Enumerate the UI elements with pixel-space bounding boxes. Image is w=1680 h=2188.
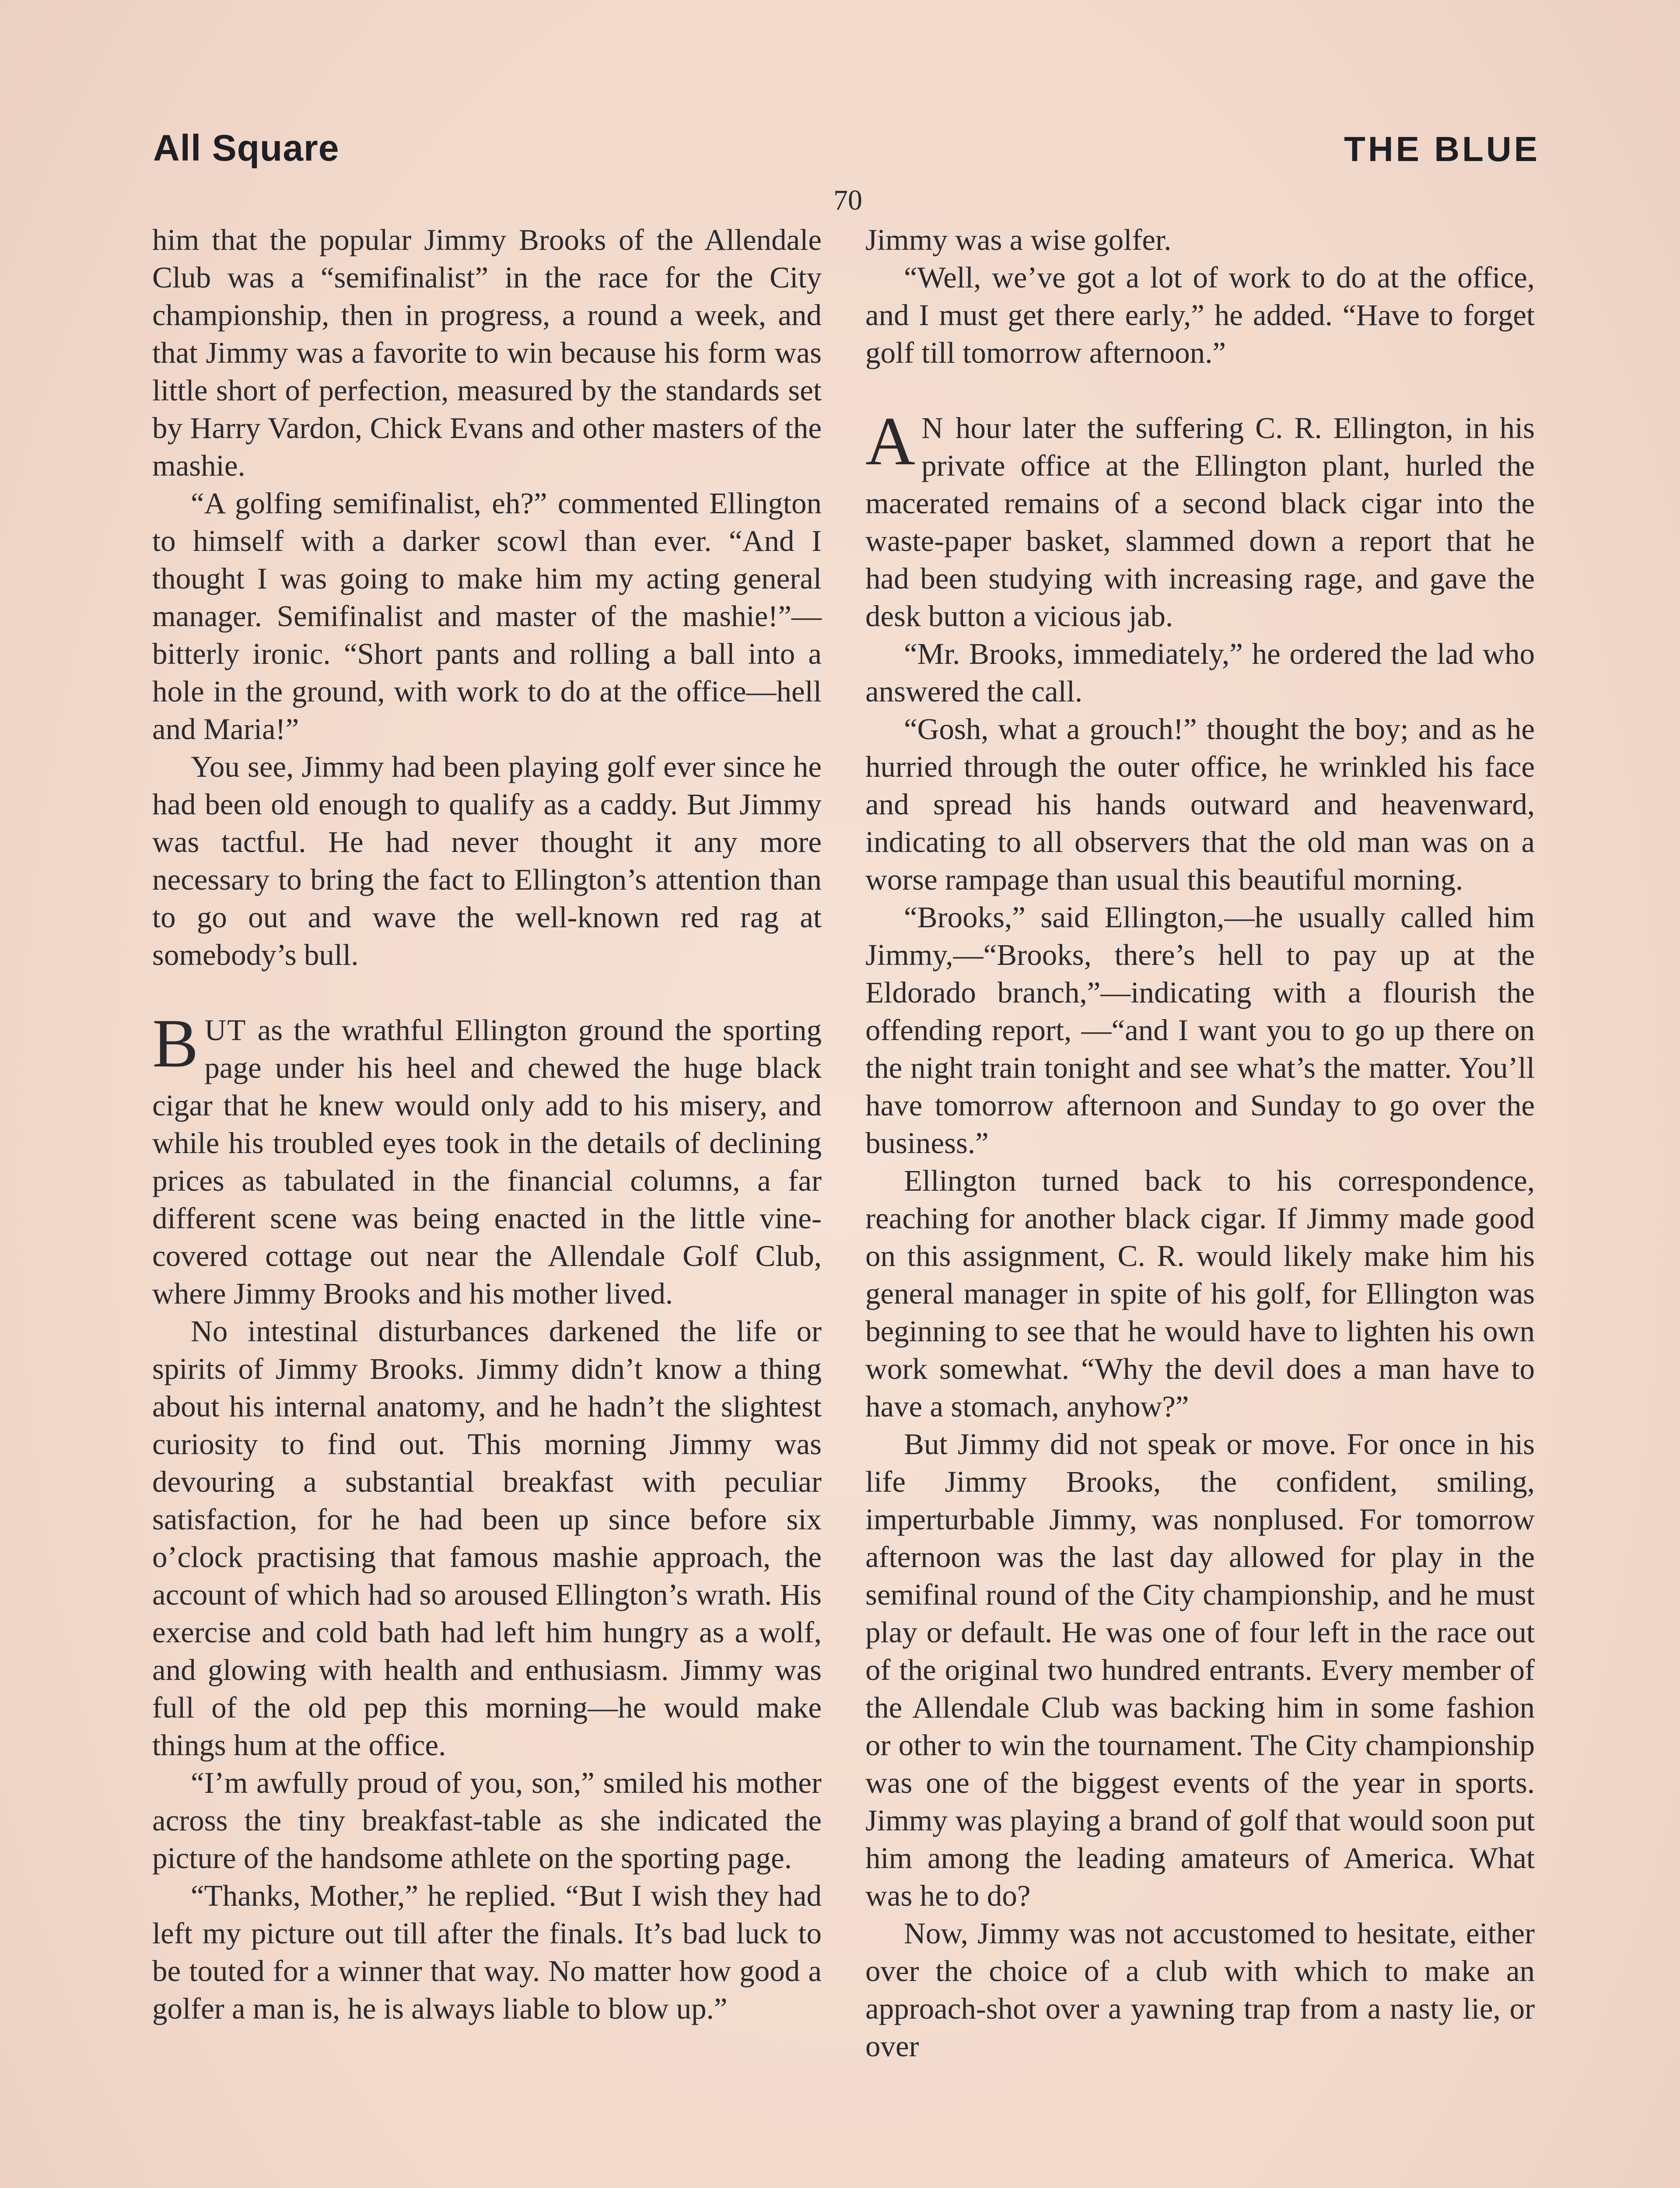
small-caps-lead: N — [921, 411, 944, 445]
paragraph: Jimmy was a wise golfer. — [865, 223, 1172, 256]
section-start-paragraph — [865, 403, 1535, 635]
paragraph: But Jimmy did not speak or move. For once in his life Jimmy Brooks, the confident, smiling, imperturbable Jimmy, was nonplused. For tomorrow afternoon was the last day allowed for play in the semifinal round of the City championship, and he must play or default. He was one of four left in the race out of the original two hundred entrants. Every member of the Allendale Club was backing him in some fashion or other to win the tournament. The City championship was one of the biggest events of the year in sports. Jimmy was playing a brand of golf that would soon put him among the leading amateurs of America. What was he to do? — [865, 1427, 1535, 1912]
paragraph-text: as the wrathful Ellington ground the sporting page under his heel and chewed the huge black cigar that he knew would only add to his misery, and while his troubled eyes took in the details of declining prices as tabulated in the financial columns, a far different scene was being enacted in the little vine-covered cottage out near the Allendale Golf Club, where Jimmy Brooks and his mother lived. — [152, 1013, 822, 1310]
paragraph: him that the popular Jimmy Brooks of the Allendale Club was a “semifinalist” in the race for the City championship, then in progress, a round a week, and that Jimmy was a favorite to win because his form was little short of perfection, measured by the standards set by Harry Vardon, Chick Evans and other masters of the mashie. — [152, 223, 822, 482]
paragraph: “I’m awfully proud of you, son,” smiled his mother across the tiny breakfast-table as she indicated the picture of the handsome athlete on the sporting page. — [152, 1766, 822, 1875]
drop-cap: B — [152, 1005, 199, 1082]
small-caps-lead: UT — [204, 1013, 247, 1047]
left-column — [152, 221, 822, 2027]
paragraph: “Mr. Brooks, immediately,” he ordered the lad who answered the call. — [865, 637, 1535, 708]
paragraph: “Well, we’ve got a lot of work to do at the office, and I must get there early,” he added. “Have to forget golf till tomorrow afternoon.” — [865, 261, 1535, 369]
paragraph: You see, Jimmy had been playing golf ever since he had been old enough to qualify as a caddy. But Jimmy was tactful. He had never thought it any more necessary to bring the fact to Ellington’s attention than to go out and wave the well-known red rag at somebody’s bull. — [152, 750, 822, 971]
drop-cap: A — [865, 403, 916, 480]
running-head-left: All Square — [153, 127, 340, 168]
page-number: 70 — [833, 184, 862, 216]
paragraph: Now, Jimmy was not accustomed to hesitate, either over the choice of a club with which to make an approach-shot over a yawning trap from a nasty lie, or over — [865, 1917, 1535, 2063]
paragraph: “Brooks,” said Ellington,—he usually called him Jimmy,—“Brooks, there’s hell to pay up at the Eldorado branch,”—indicating with a flourish the offending report, —“and I want you to go up there on the night train tonight and see what’s the matter. You’ll have tomorrow afternoon and Sunday to go over the business.” — [865, 901, 1535, 1160]
right-column — [865, 221, 1535, 2065]
paragraph: “Thanks, Mother,” he replied. “But I wish they had left my picture out till after the finals. It’s bad luck to be touted for a winner that way. No matter how good a golfer a man is, he is always liable to blow up.” — [152, 1879, 822, 2025]
section-start-paragraph — [152, 1005, 822, 1312]
paragraph: “A golfing semifinalist, eh?” commented Ellington to himself with a darker scowl than ever. “And I thought I was going to make him my acting general manager. Semifinalist and master of the mashie!”—bitterly ironic. “Short pants and rolling a ball into a hole in the ground, with work to do at the office—hell and Maria!” — [152, 487, 822, 746]
paragraph: “Gosh, what a grouch!” thought the boy; and as he hurried through the outer office, he wrinkled his face and spread his hands outward and heavenward, indicating to all observers that the old man was on a worse rampage than usual this beautiful morning. — [865, 712, 1535, 896]
paragraph-text: hour later the suffering C. R. Ellington, in his private office at the Ellington plant, hurled the macerated remains of a second black cigar into the waste-paper basket, slammed down a report that he had been studying with increasing rage, and gave the desk button a vicious jab. — [865, 411, 1535, 633]
paragraph: No intestinal disturbances darkened the life or spirits of Jimmy Brooks. Jimmy didn’t know a thing about his internal anatomy, and he hadn’t the slightest curiosity to find out. This morning Jimmy was devouring a substantial breakfast with peculiar satisfaction, for he had been up since before six o’clock practising that famous mashie approach, the account of which had so aroused Ellington’s wrath. His exercise and cold bath had left him hungry as a wolf, and glowing with health and enthusiasm. Jimmy was full of the old pep this morning—he would make things hum at the office. — [152, 1315, 822, 1762]
paragraph: Ellington turned back to his correspondence, reaching for another black cigar. If Jimmy made good on this assignment, C. R. would likely make him his general manager in spite of his golf, for Ellington was beginning to see that he would have to lighten his own work somewhat. “Why the devil does a man have to have a stomach, anyhow?” — [865, 1164, 1535, 1423]
running-head-right: THE BLUE — [1344, 130, 1540, 168]
